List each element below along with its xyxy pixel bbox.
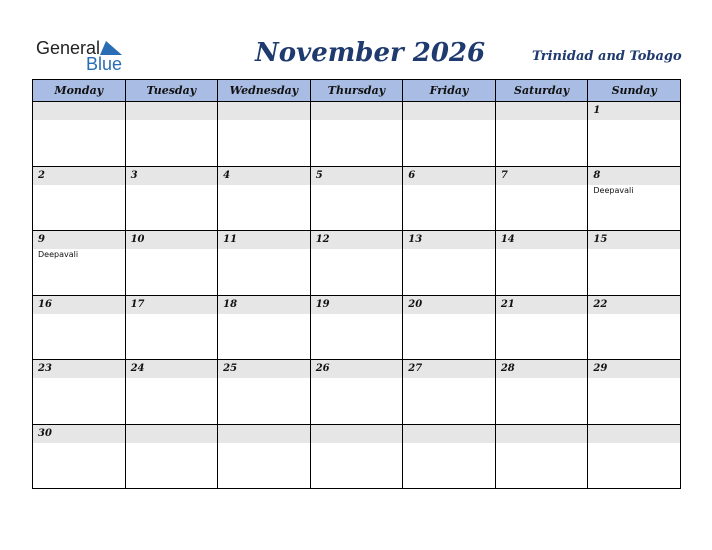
day-cell (310, 295, 403, 360)
day-number (218, 425, 310, 443)
day-number: 10 (126, 231, 218, 249)
week-row (33, 231, 681, 296)
day-number: 18 (218, 296, 310, 314)
day-cell (218, 424, 311, 489)
day-number (403, 425, 495, 443)
day-cell (403, 166, 496, 231)
week-row (33, 102, 681, 167)
day-number (496, 425, 588, 443)
day-cell (33, 295, 126, 360)
day-cell (218, 360, 311, 425)
logo (36, 38, 136, 74)
day-cell (310, 360, 403, 425)
day-number: 29 (588, 360, 680, 378)
weekday-header: Saturday (495, 80, 588, 102)
day-cell (588, 166, 681, 231)
day-number (33, 102, 125, 120)
day-cell (403, 295, 496, 360)
day-number: 22 (588, 296, 680, 314)
country-label: Trinidad and Tobago (532, 49, 682, 64)
day-number: 2 (33, 167, 125, 185)
week-row (33, 424, 681, 489)
day-cell (495, 231, 588, 296)
weekday-header: Friday (403, 80, 496, 102)
day-cell (495, 295, 588, 360)
weekday-header-row (33, 80, 681, 102)
day-number: 27 (403, 360, 495, 378)
day-cell (125, 166, 218, 231)
day-cell (495, 360, 588, 425)
day-cell (125, 360, 218, 425)
week-row (33, 295, 681, 360)
day-number: 9 (33, 231, 125, 249)
day-number: 23 (33, 360, 125, 378)
weekday-header: Monday (33, 80, 126, 102)
day-number: 11 (218, 231, 310, 249)
day-number: 3 (126, 167, 218, 185)
day-number: 13 (403, 231, 495, 249)
day-cell (33, 424, 126, 489)
day-number: 4 (218, 167, 310, 185)
weekday-header: Tuesday (125, 80, 218, 102)
day-cell (588, 102, 681, 167)
day-cell (33, 360, 126, 425)
day-cell (588, 295, 681, 360)
day-number: 17 (126, 296, 218, 314)
day-cell (310, 424, 403, 489)
day-number: 30 (33, 425, 125, 443)
day-cell (403, 424, 496, 489)
day-number (218, 102, 310, 120)
day-cell (33, 166, 126, 231)
day-cell (125, 231, 218, 296)
day-cell (125, 424, 218, 489)
day-number: 20 (403, 296, 495, 314)
day-number: 6 (403, 167, 495, 185)
day-cell (495, 102, 588, 167)
weekday-header: Thursday (310, 80, 403, 102)
week-row (33, 360, 681, 425)
day-cell (403, 231, 496, 296)
weekday-header: Wednesday (218, 80, 311, 102)
day-number (126, 102, 218, 120)
day-cell (218, 102, 311, 167)
day-number: 19 (311, 296, 403, 314)
day-cell (588, 360, 681, 425)
logo-flag-icon (100, 41, 122, 55)
day-number (588, 425, 680, 443)
day-number: 24 (126, 360, 218, 378)
day-number (496, 102, 588, 120)
day-number: 5 (311, 167, 403, 185)
day-number: 12 (311, 231, 403, 249)
holiday-label: Deepavali (38, 250, 79, 259)
day-cell (403, 360, 496, 425)
day-number (403, 102, 495, 120)
day-cell (33, 231, 126, 296)
day-cell (495, 424, 588, 489)
day-number: 8 (588, 167, 680, 185)
day-cell (33, 102, 126, 167)
day-number: 15 (588, 231, 680, 249)
day-number: 7 (496, 167, 588, 185)
day-number: 28 (496, 360, 588, 378)
day-number (311, 102, 403, 120)
logo-text-general: General (36, 38, 101, 58)
day-number (126, 425, 218, 443)
day-number: 25 (218, 360, 310, 378)
logo-text-blue: Blue (86, 54, 123, 74)
day-cell (125, 102, 218, 167)
day-number: 16 (33, 296, 125, 314)
calendar-grid (32, 79, 681, 489)
week-row (33, 166, 681, 231)
day-cell (218, 295, 311, 360)
day-number: 21 (496, 296, 588, 314)
day-cell (125, 295, 218, 360)
holiday-label: Deepavali (593, 185, 634, 195)
day-cell (218, 166, 311, 231)
day-cell (310, 102, 403, 167)
day-cell (403, 102, 496, 167)
day-cell (588, 231, 681, 296)
day-number: 1 (588, 102, 680, 120)
day-cell (588, 424, 681, 489)
day-number: 14 (496, 231, 588, 249)
day-cell (310, 166, 403, 231)
weekday-header: Sunday (588, 80, 681, 102)
day-number: 26 (311, 360, 403, 378)
page-title: November 2026 (255, 38, 486, 68)
day-cell (218, 231, 311, 296)
day-cell (495, 166, 588, 231)
day-number (311, 425, 403, 443)
day-cell (310, 231, 403, 296)
